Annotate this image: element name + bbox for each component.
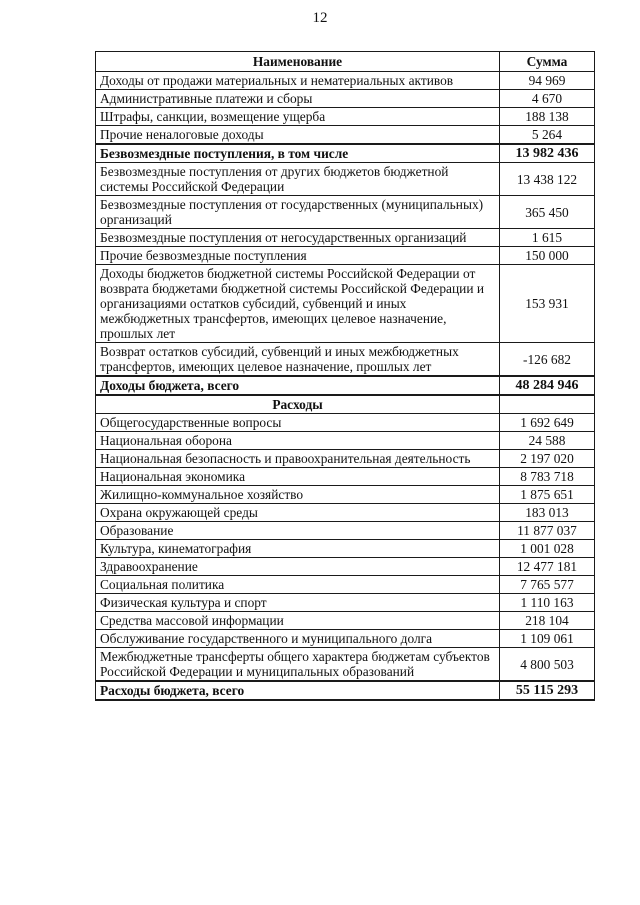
table-row: [96, 229, 595, 247]
row-sum: 150 000: [500, 247, 595, 265]
row-name: Доходы бюджетов бюджетной системы Российской Федерации от возврата бюджетами бюджетной системы Российской Федерации и организациями остатков субсидий, субвенций и иных межбюджетных трансфертов, имеющих целевое назначение, прошлых лет: [96, 265, 500, 343]
row-name: Образование: [96, 522, 500, 540]
table-row: [96, 196, 595, 229]
table-row: [96, 558, 595, 576]
row-name: Возврат остатков субсидий, субвенций и иных межбюджетных трансфертов, имеющих целевое назначение, прошлых лет: [96, 343, 500, 377]
table-row: [96, 486, 595, 504]
row-name: Культура, кинематография: [96, 540, 500, 558]
table-row: [96, 612, 595, 630]
row-sum: 4 670: [500, 90, 595, 108]
table-row: [96, 576, 595, 594]
row-sum: 13 982 436: [500, 144, 595, 163]
table-row: [96, 450, 595, 468]
row-sum: 55 115 293: [500, 681, 595, 700]
row-sum: 24 588: [500, 432, 595, 450]
row-name: Жилищно-коммунальное хозяйство: [96, 486, 500, 504]
table-row: [96, 144, 595, 163]
row-sum: 153 931: [500, 265, 595, 343]
table-header-row: [96, 52, 595, 72]
row-name: Штрафы, санкции, возмещение ущерба: [96, 108, 500, 126]
table-row: [96, 468, 595, 486]
row-name: Национальная оборона: [96, 432, 500, 450]
row-sum: 1 110 163: [500, 594, 595, 612]
row-name: Прочие безвозмездные поступления: [96, 247, 500, 265]
row-sum: 1 875 651: [500, 486, 595, 504]
table-row: [96, 72, 595, 90]
row-name: Здравоохранение: [96, 558, 500, 576]
table-body: [96, 72, 595, 701]
table-row: [96, 504, 595, 522]
row-name: Расходы: [96, 395, 500, 414]
row-name: Безвозмездные поступления, в том числе: [96, 144, 500, 163]
table-row: [96, 247, 595, 265]
row-sum: 48 284 946: [500, 376, 595, 395]
row-sum: 7 765 577: [500, 576, 595, 594]
row-name: Безвозмездные поступления от других бюджетов бюджетной системы Российской Федерации: [96, 163, 500, 196]
row-name: Национальная безопасность и правоохранительная деятельность: [96, 450, 500, 468]
row-name: Общегосударственные вопросы: [96, 414, 500, 432]
row-name: Национальная экономика: [96, 468, 500, 486]
column-header-name: Наименование: [96, 52, 500, 72]
table-row: [96, 395, 595, 414]
table-row: [96, 681, 595, 700]
row-name: Охрана окружающей среды: [96, 504, 500, 522]
table-row: [96, 414, 595, 432]
row-name: Административные платежи и сборы: [96, 90, 500, 108]
table-row: [96, 432, 595, 450]
table-row: [96, 540, 595, 558]
row-sum: 1 109 061: [500, 630, 595, 648]
row-name: Расходы бюджета, всего: [96, 681, 500, 700]
row-sum: 13 438 122: [500, 163, 595, 196]
table-row: [96, 343, 595, 377]
row-sum: -126 682: [500, 343, 595, 377]
row-name: Социальная политика: [96, 576, 500, 594]
table-row: [96, 594, 595, 612]
row-sum: 188 138: [500, 108, 595, 126]
row-sum: 5 264: [500, 126, 595, 145]
table-row: [96, 265, 595, 343]
row-name: Физическая культура и спорт: [96, 594, 500, 612]
row-name: Межбюджетные трансферты общего характера бюджетам субъектов Российской Федерации и муниципальных образований: [96, 648, 500, 682]
row-sum: 8 783 718: [500, 468, 595, 486]
table-row: [96, 108, 595, 126]
row-sum: 1 615: [500, 229, 595, 247]
row-name: Прочие неналоговые доходы: [96, 126, 500, 145]
row-name: Безвозмездные поступления от государственных (муниципальных) организаций: [96, 196, 500, 229]
row-sum: 218 104: [500, 612, 595, 630]
row-sum: 12 477 181: [500, 558, 595, 576]
table-row: [96, 163, 595, 196]
row-sum: 183 013: [500, 504, 595, 522]
budget-table: [95, 51, 595, 701]
row-sum: 365 450: [500, 196, 595, 229]
row-name: Доходы бюджета, всего: [96, 376, 500, 395]
row-sum: 94 969: [500, 72, 595, 90]
row-name: Средства массовой информации: [96, 612, 500, 630]
table-row: [96, 376, 595, 395]
column-header-sum: Сумма: [500, 52, 595, 72]
row-sum: [500, 395, 595, 414]
table-row: [96, 648, 595, 682]
row-name: Обслуживание государственного и муниципального долга: [96, 630, 500, 648]
page-number: 12: [312, 10, 328, 26]
row-sum: 11 877 037: [500, 522, 595, 540]
table-row: [96, 90, 595, 108]
table-row: [96, 630, 595, 648]
row-name: Доходы от продажи материальных и нематериальных активов: [96, 72, 500, 90]
table-row: [96, 522, 595, 540]
row-sum: 1 001 028: [500, 540, 595, 558]
row-sum: 2 197 020: [500, 450, 595, 468]
row-sum: 1 692 649: [500, 414, 595, 432]
table-row: [96, 126, 595, 145]
row-sum: 4 800 503: [500, 648, 595, 682]
row-name: Безвозмездные поступления от негосударственных организаций: [96, 229, 500, 247]
